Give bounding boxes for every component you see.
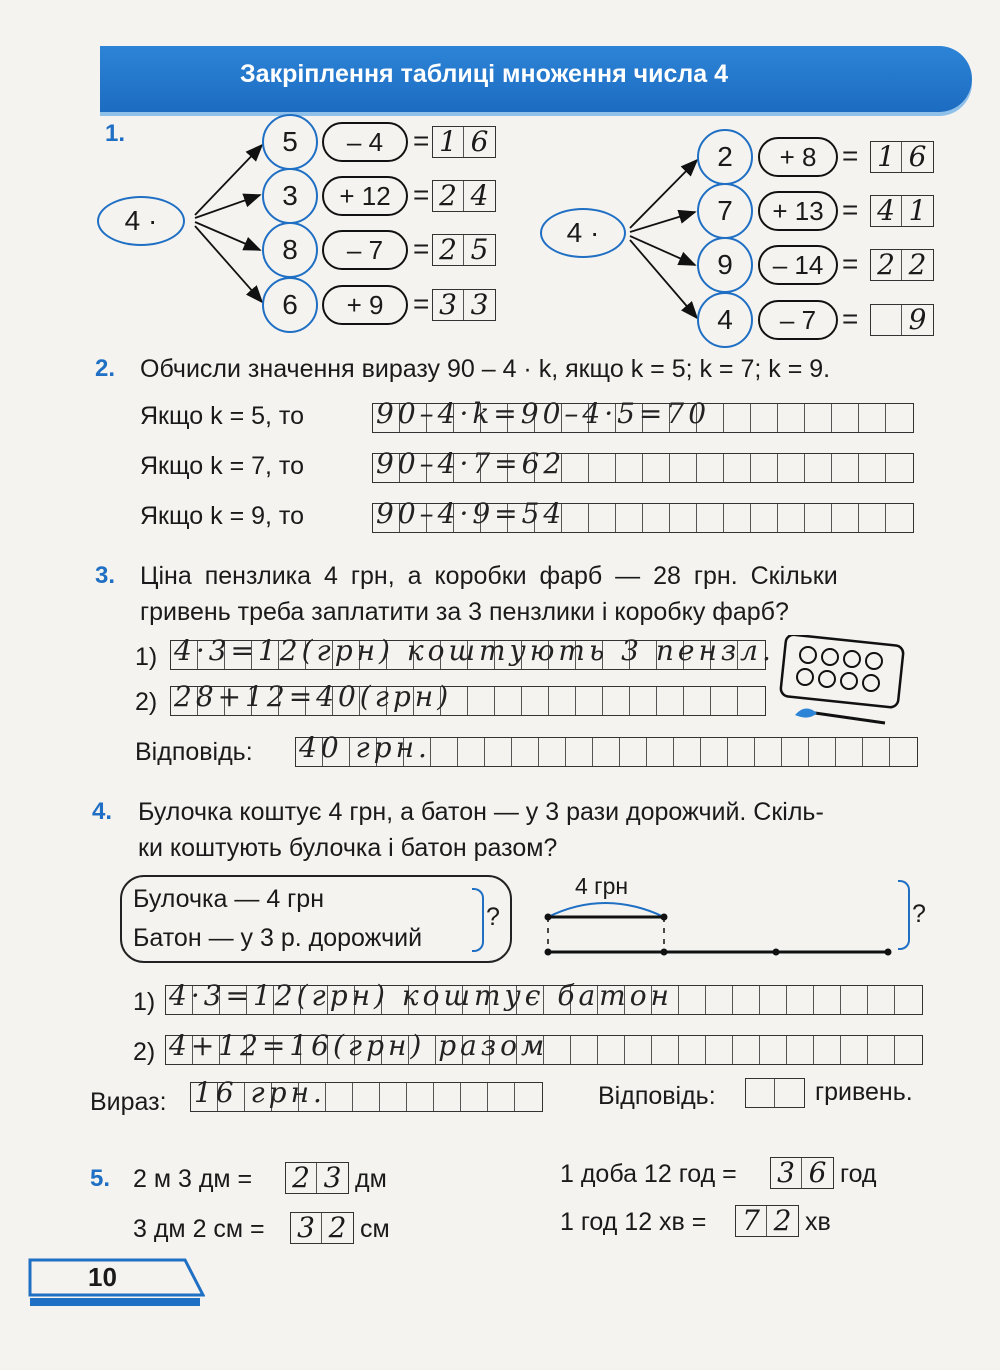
grid-cell — [859, 504, 886, 532]
result-digit: 2 — [908, 248, 927, 281]
result-box[interactable] — [870, 141, 934, 173]
result-digit: 3 — [771, 1158, 802, 1188]
grid-cell — [485, 738, 512, 766]
result-digit: 3 — [291, 1213, 322, 1243]
grid-cell — [670, 504, 697, 532]
brace-icon — [898, 880, 910, 950]
result-digit: 7 — [736, 1206, 767, 1236]
grid-cell — [886, 454, 913, 482]
grid-cell — [805, 454, 832, 482]
grid-cell — [522, 687, 549, 715]
grid-cell — [684, 687, 711, 715]
result-box[interactable] — [432, 234, 496, 266]
grid-cell — [724, 454, 751, 482]
multiplier-circle: 8 — [262, 222, 318, 278]
result-digit: 2 — [433, 181, 464, 211]
expression-label: Вираз: — [90, 1088, 167, 1116]
grid-cell — [576, 687, 603, 715]
grid-cell — [733, 1036, 760, 1064]
grid-cell — [751, 454, 778, 482]
multiplier-circle: 6 — [262, 277, 318, 333]
question-mark: ? — [486, 903, 500, 931]
grid-cell — [539, 738, 566, 766]
grid-cell — [805, 504, 832, 532]
result-digit: 5 — [470, 233, 489, 266]
grid-cell — [859, 404, 886, 432]
grid-cell — [647, 738, 674, 766]
multiplier-circle: 5 — [262, 114, 318, 170]
grid-cell — [895, 986, 922, 1014]
task-text: гривень треба заплатити за 3 пензлики і коробку фарб? — [140, 598, 789, 626]
result-digit: 9 — [908, 303, 927, 336]
lesson-title: Закріплення таблиці множення числа 4 — [240, 60, 729, 88]
result-digit — [871, 305, 902, 335]
unit-label: хв — [805, 1208, 831, 1236]
grid-cell — [760, 1036, 787, 1064]
equals-sign: = — [842, 248, 859, 279]
equals-sign: = — [842, 194, 859, 225]
conversion-box[interactable] — [735, 1205, 799, 1237]
exercise-number: 1. — [105, 120, 126, 147]
result-box[interactable] — [432, 180, 496, 212]
answer-box[interactable] — [745, 1078, 805, 1108]
result-box[interactable] — [432, 126, 496, 158]
operation-pill: – 7 — [758, 300, 838, 340]
step-label: 2) — [133, 1038, 156, 1066]
grid-cell — [755, 738, 782, 766]
grid-cell — [809, 738, 836, 766]
grid-cell — [724, 504, 751, 532]
result-digit: 3 — [470, 288, 489, 321]
note-line: Батон — у 3 р. дорожчий — [133, 924, 423, 952]
multiplier-circle: 2 — [697, 129, 753, 185]
unit-label: см — [360, 1215, 390, 1243]
result-digit: 2 — [433, 235, 464, 265]
grid-cell — [832, 504, 859, 532]
grid-cell — [841, 1036, 868, 1064]
answer-label: Відповідь: — [135, 738, 253, 766]
multiplier-circle: 4 — [697, 292, 753, 348]
grid-cell — [814, 1036, 841, 1064]
grid-cell — [733, 986, 760, 1014]
grid-cell — [603, 687, 630, 715]
equals-sign: = — [413, 233, 430, 264]
task-text: Ціна пензлика 4 грн, а коробки фарб — 28 грн. Скільки — [140, 562, 838, 590]
grid-cell — [589, 454, 616, 482]
handwritten-answer: 90–4·9=54 — [376, 497, 566, 530]
grid-cell — [787, 986, 814, 1014]
case-label: Якщо k = 7, то — [140, 452, 304, 480]
grid-cell — [760, 986, 787, 1014]
grid-cell — [895, 1036, 922, 1064]
multiplier-circle: 9 — [697, 237, 753, 293]
grid-cell — [751, 504, 778, 532]
handwritten-answer: 4·3=12(грн) коштують 3 пензл. — [174, 634, 775, 667]
grid-cell — [488, 1083, 515, 1111]
grid-cell — [679, 986, 706, 1014]
result-digit: 3 — [323, 1161, 342, 1194]
task-text: Булочка коштує 4 грн, а батон — у 3 рази дорожчий. Скіль- — [138, 798, 824, 826]
operation-pill: – 7 — [322, 230, 408, 270]
handwritten-answer: 40 грн. — [299, 731, 431, 764]
task-text: Обчисли значення виразу 90 – 4 · k, якщо k = 5; k = 7; k = 9. — [140, 355, 831, 383]
result-digit: 2 — [773, 1204, 792, 1237]
conversion-text: 1 доба 12 год = — [560, 1160, 737, 1188]
grid-cell — [886, 404, 913, 432]
base-multiplier: 4 · — [540, 208, 626, 258]
grid-cell — [652, 1036, 679, 1064]
operation-pill: – 4 — [322, 122, 408, 162]
operation-pill: + 13 — [758, 191, 838, 231]
operation-pill: + 12 — [322, 176, 408, 216]
result-digit: 4 — [871, 196, 902, 226]
grid-cell — [706, 1036, 733, 1064]
grid-cell — [657, 687, 684, 715]
result-digit: 2 — [286, 1163, 317, 1193]
grid-cell — [890, 738, 917, 766]
operation-pill: + 9 — [322, 285, 408, 325]
step-label: 1) — [133, 988, 156, 1016]
result-digit: 4 — [470, 179, 489, 212]
grid-cell — [751, 404, 778, 432]
paint-box-icon — [775, 635, 910, 730]
task-text: ки коштують булочка і батон разом? — [138, 834, 558, 862]
operation-pill: + 8 — [758, 137, 838, 177]
grid-cell — [697, 454, 724, 482]
grid-cell — [598, 1036, 625, 1064]
grid-cell — [589, 504, 616, 532]
grid-cell — [434, 1083, 461, 1111]
page-number: 10 — [88, 1262, 117, 1292]
handwritten-answer: 4·3=12(грн) коштує батон — [169, 979, 673, 1012]
result-digit: 6 — [470, 125, 489, 158]
grid-cell — [515, 1083, 542, 1111]
grid-cell — [868, 986, 895, 1014]
grid-cell — [380, 1083, 407, 1111]
equals-sign: = — [842, 303, 859, 334]
result-box[interactable] — [870, 304, 934, 336]
multiplier-circle: 3 — [262, 168, 318, 224]
grid-cell — [593, 738, 620, 766]
conversion-text: 2 м 3 дм = — [133, 1165, 253, 1193]
grid-cell — [562, 504, 589, 532]
unit-label: дм — [355, 1165, 387, 1193]
exercise-number: 2. — [95, 355, 116, 382]
grid-cell — [706, 986, 733, 1014]
grid-cell — [468, 687, 495, 715]
answer-unit: гривень. — [815, 1078, 913, 1106]
grid-cell — [566, 738, 593, 766]
conversion-box[interactable] — [290, 1212, 354, 1244]
conversion-box[interactable] — [770, 1157, 834, 1189]
grid-cell — [782, 738, 809, 766]
note-line: Булочка — 4 грн — [133, 885, 325, 913]
case-label: Якщо k = 5, то — [140, 402, 304, 430]
exercise-number: 4. — [92, 798, 113, 825]
exercise-number: 3. — [95, 562, 116, 589]
conversion-text: 3 дм 2 см = — [133, 1215, 265, 1243]
question-mark: ? — [912, 900, 926, 928]
grid-cell — [495, 687, 522, 715]
conversion-text: 1 год 12 хв = — [560, 1208, 707, 1236]
result-digit: 1 — [908, 194, 927, 227]
grid-cell — [868, 1036, 895, 1064]
grid-cell — [832, 404, 859, 432]
step-label: 1) — [135, 643, 158, 671]
grid-cell — [679, 1036, 706, 1064]
answer-label: Відповідь: — [598, 1082, 716, 1110]
equals-sign: = — [842, 140, 859, 171]
conversion-box[interactable] — [285, 1162, 349, 1194]
handwritten-answer: 4+12=16(грн) разом — [169, 1029, 549, 1062]
result-digit: 1 — [871, 142, 902, 172]
result-box[interactable] — [870, 249, 934, 281]
grid-cell — [701, 738, 728, 766]
equals-sign: = — [413, 179, 430, 210]
result-digit: 6 — [908, 140, 927, 173]
result-box[interactable] — [432, 289, 496, 321]
grid-cell — [458, 738, 485, 766]
base-multiplier: 4 · — [97, 196, 185, 246]
grid-cell — [643, 454, 670, 482]
segment-label: 4 грн — [575, 873, 629, 899]
handwritten-answer: 90–4·k=90–4·5=70 — [376, 397, 711, 430]
unit-label: год — [840, 1160, 877, 1188]
grid-cell — [512, 738, 539, 766]
exercise-number: 5. — [90, 1165, 111, 1192]
grid-cell — [620, 738, 647, 766]
grid-cell — [630, 687, 657, 715]
grid-cell — [805, 404, 832, 432]
grid-cell — [643, 504, 670, 532]
grid-cell — [778, 454, 805, 482]
grid-cell — [841, 986, 868, 1014]
grid-cell — [728, 738, 755, 766]
grid-cell — [724, 404, 751, 432]
grid-cell — [697, 504, 724, 532]
grid-cell — [787, 1036, 814, 1064]
grid-cell — [863, 738, 890, 766]
grid-cell — [674, 738, 701, 766]
grid-cell — [670, 454, 697, 482]
grid-cell — [326, 1083, 353, 1111]
operation-pill: – 14 — [758, 245, 838, 285]
result-digit: 3 — [433, 290, 464, 320]
case-label: Якщо k = 9, то — [140, 502, 304, 530]
grid-cell — [549, 687, 576, 715]
grid-cell — [407, 1083, 434, 1111]
grid-cell — [711, 687, 738, 715]
grid-cell — [886, 504, 913, 532]
result-digit: 2 — [328, 1211, 347, 1244]
grid-cell — [353, 1083, 380, 1111]
grid-cell — [616, 504, 643, 532]
result-digit: 1 — [433, 127, 464, 157]
equals-sign: = — [413, 125, 430, 156]
brace-icon — [472, 888, 484, 952]
grid-cell — [859, 454, 886, 482]
equals-sign: = — [413, 288, 430, 319]
segment-diagram — [540, 895, 900, 965]
handwritten-answer: 16 грн. — [194, 1076, 326, 1109]
grid-cell — [431, 738, 458, 766]
result-box[interactable] — [870, 195, 934, 227]
step-label: 2) — [135, 688, 158, 716]
grid-cell — [616, 454, 643, 482]
grid-cell — [778, 504, 805, 532]
grid-cell — [778, 404, 805, 432]
grid-cell — [738, 687, 765, 715]
grid-cell — [461, 1083, 488, 1111]
grid-cell — [562, 454, 589, 482]
grid-cell — [832, 454, 859, 482]
handwritten-answer: 28+12=40(грн) — [174, 680, 453, 713]
handwritten-answer: 90–4·7=62 — [376, 447, 566, 480]
grid-cell — [571, 1036, 598, 1064]
grid-cell — [625, 1036, 652, 1064]
grid-cell — [814, 986, 841, 1014]
grid-cell — [836, 738, 863, 766]
result-digit: 6 — [808, 1156, 827, 1189]
multiplier-circle: 7 — [697, 183, 753, 239]
result-digit: 2 — [871, 250, 902, 280]
